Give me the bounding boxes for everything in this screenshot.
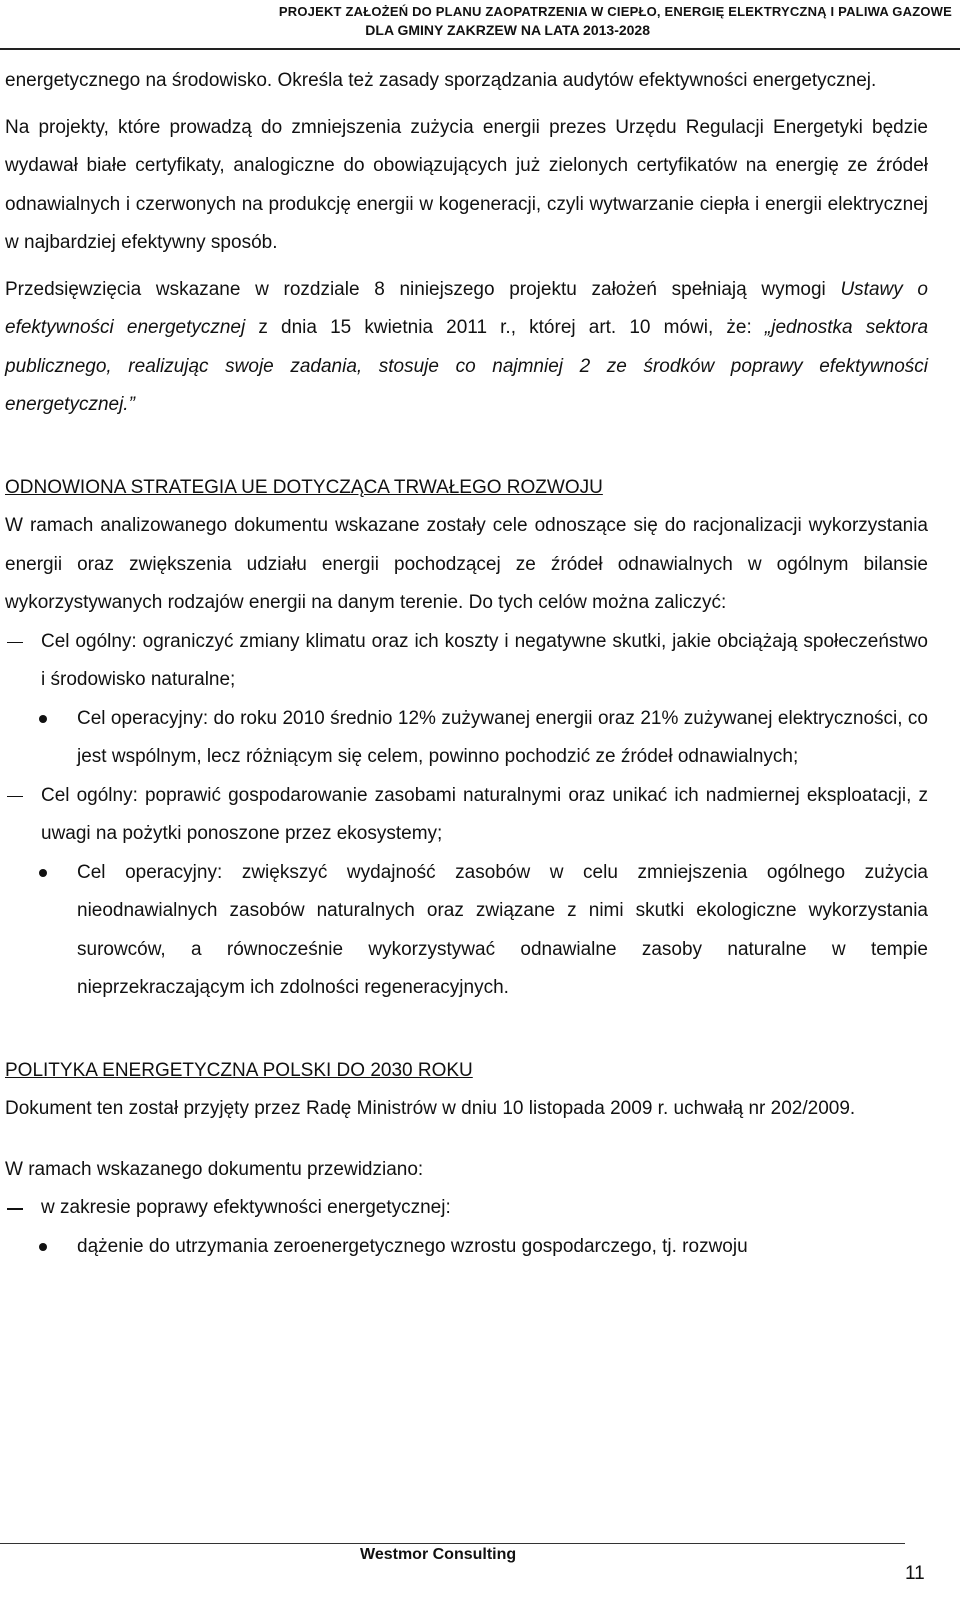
paragraph-3-text-a: Przedsięwzięcia wskazane w rozdziale 8 niniejszego projektu założeń spełniają wymogi [5,278,841,300]
bullet-marker [39,1243,47,1251]
policy-item-1-sub-text: dążenie do utrzymania zeroenergetycznego wzrostu gospodarczego, tj. rozwoju [77,1235,748,1257]
bullet-marker [39,715,47,723]
paragraph-6: W ramach wskazanego dokumentu przewidziano: [5,1158,424,1180]
footer-company: Westmor Consulting [360,1546,517,1563]
law-title: Ustawy o efektywności energetycznej [5,278,928,338]
section-heading-energy-policy: POLITYKA ENERGETYCZNA POLSKI DO 2030 ROKU [5,1059,473,1081]
policy-item-1 [5,1189,928,1228]
goal-item-1-text: Cel ogólny: ograniczyć zmiany klimatu oraz ich koszty i negatywne skutki, jakie obciążają społeczeństwo i środowisko naturalne; [41,630,928,690]
header-divider [0,48,960,50]
paragraph-5: Dokument ten został przyjęty przez Radę Ministrów w dniu 10 listopada 2009 r. uchwałą nr 202/2009. [5,1098,856,1119]
goal-item-1-sub [5,700,928,777]
document-body [5,62,928,1266]
header-title-line2: DLA GMINY ZAKRZEW NA LATA 2013-2028 [365,22,650,38]
goal-item-2 [5,777,928,854]
goal-item-2-text: Cel ogólny: poprawić gospodarowanie zasobami naturalnymi oraz unikać ich nadmiernej eksploatacji, z uwagi na pożytki ponoszone przez ekosystemy; [41,784,928,844]
footer-divider [0,1543,905,1544]
page-number: 11 [905,1563,925,1584]
paragraph-3 [5,271,928,425]
law-quote: „jednostka sektora publicznego, realizując swoje zadania, stosuje co najmniej 2 ze środków poprawy efektywności energetycznej.” [5,317,929,415]
goal-item-2-sub-text: Cel operacyjny: zwiększyć wydajność zasobów w celu zmniejszenia ogólnego zużycia nieodnawialnych zasobów naturalnych oraz związane z nimi skutki ekologiczne wykorzystania surowców, a równocześnie wykorzystywać odnawialne zasoby naturalne w tempie nieprzekraczającym ich zdolności regeneracyjnych. [77,861,928,998]
section-heading-eu-strategy: ODNOWIONA STRATEGIA UE DOTYCZĄCA TRWAŁEGO ROZWOJU [5,476,603,498]
policy-item-1-sub [5,1228,928,1267]
paragraph-4: W ramach analizowanego dokumentu wskazane zostały cele odnoszące się do racjonalizacji wykorzystania energii oraz zwiększenia udziału energii pochodzącej ze źródeł odnawialnych w ogólnym bilansie wykorzystywanych rodzajów energii na danym terenie. Do tych celów można zaliczyć: [5,515,928,613]
paragraph-3-text-b: z dnia 15 kwietnia 2011 r., której art. 10 mówi, że: [245,317,765,338]
bullet-marker [39,869,47,877]
header-title-line1: PROJEKT ZAŁOŻEŃ DO PLANU ZAOPATRZENIA W CIEPŁO, ENERGIĘ ELEKTRYCZNĄ I PALIWA GAZOWE [278,4,952,19]
goal-item-1 [5,623,928,700]
page-header [0,0,960,50]
policy-item-1-text: w zakresie poprawy efektywności energetycznej: [41,1197,451,1218]
goal-item-1-sub-text: Cel operacyjny: do roku 2010 średnio 12% zużywanej energii oraz 21% zużywanej elektryczności, co jest wspólnym, lecz różniącym się celem, powinno pochodzić ze źródeł odnawialnych; [77,707,928,767]
paragraph-2: Na projekty, które prowadzą do zmniejszenia zużycia energii prezes Urzędu Regulacji Energetyki będzie wydawał białe certyfikaty, analogiczne do obowiązujących już zielonych certyfikatów na energię ze źródeł odnawialnych i czerwonych na produkcję energii w kogeneracji, czyli wytwarzanie ciepła i energii elektrycznej w najbardziej efektywny sposób. [5,116,928,253]
goal-item-2-sub [5,854,928,1008]
paragraph-1: energetycznego na środowisko. Określa też zasady sporządzania audytów efektywności energetycznej. [5,70,877,91]
